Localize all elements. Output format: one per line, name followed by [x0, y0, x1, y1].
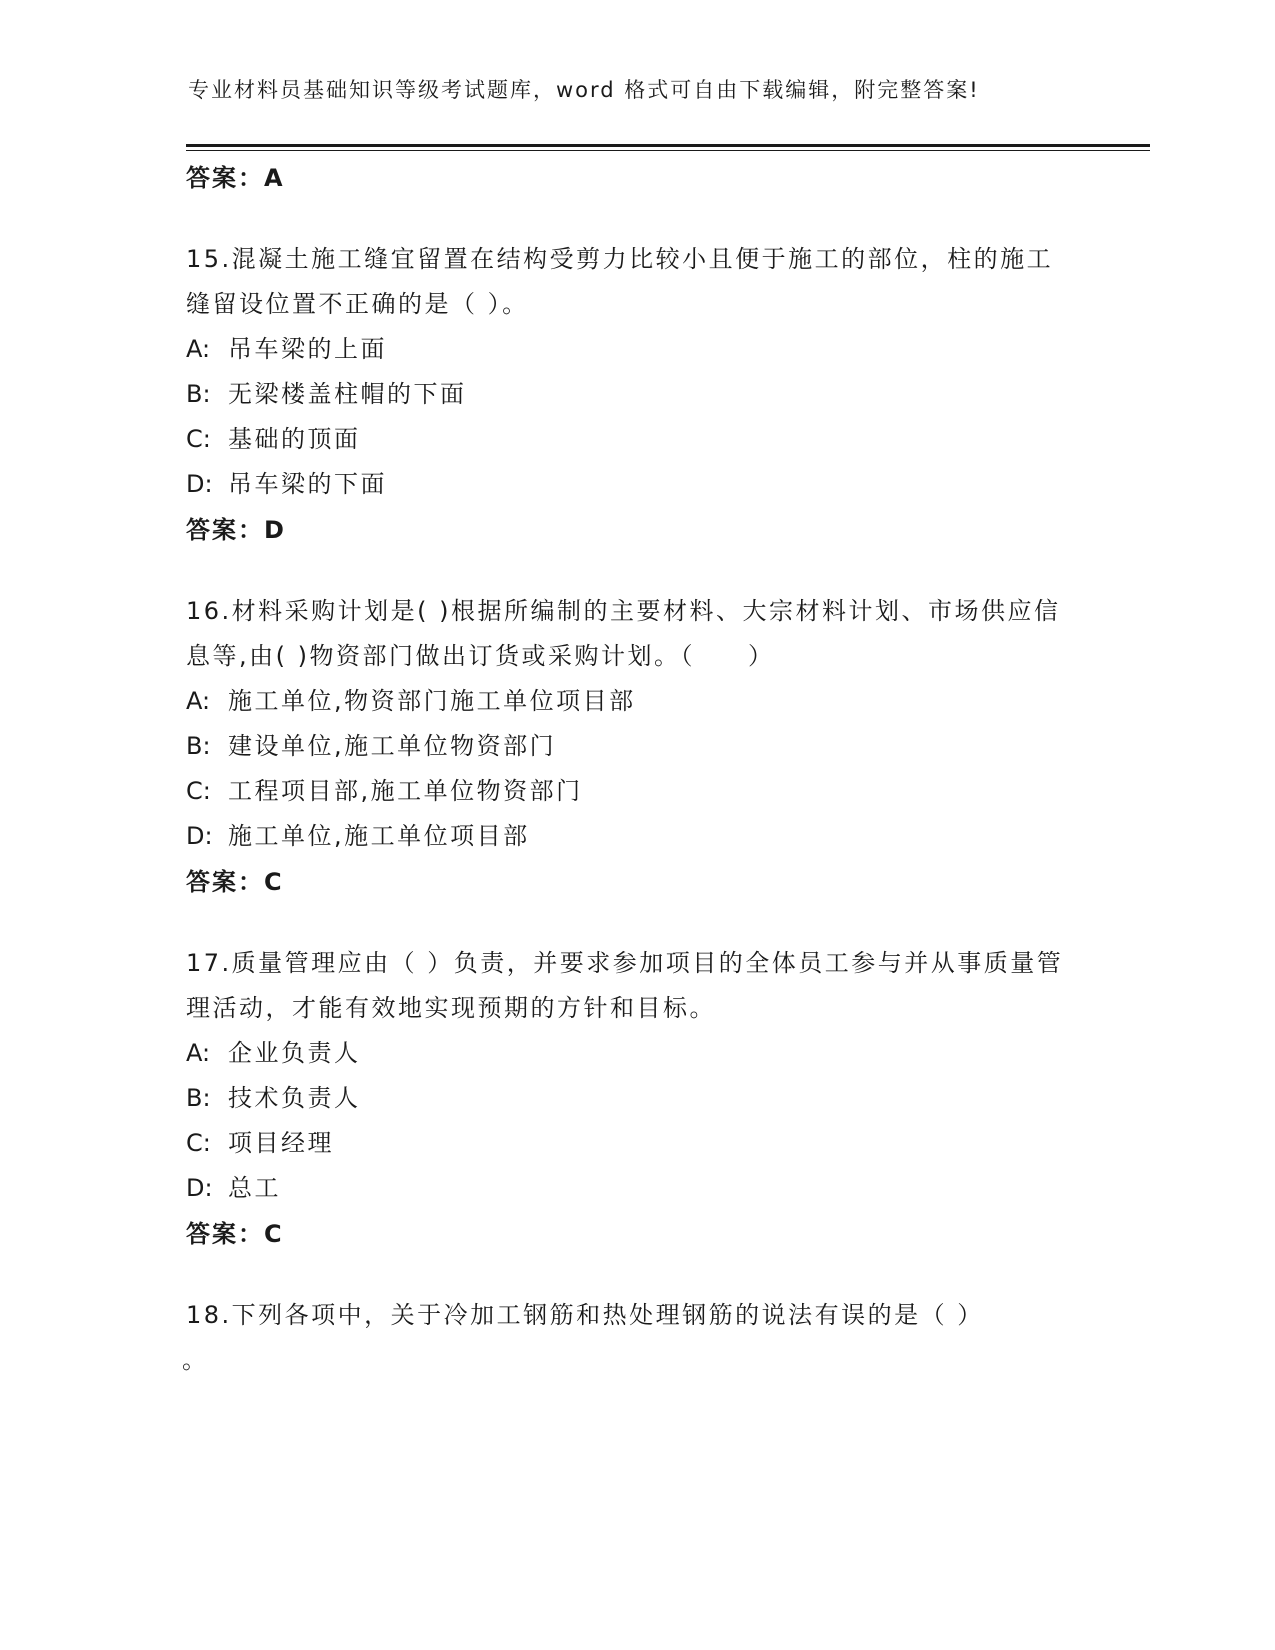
option-text: 施工单位,施工单位项目部	[228, 822, 530, 850]
question-18	[182, 1293, 1086, 1383]
option-a	[186, 679, 1086, 724]
option-text: 施工单位,物资部门施工单位项目部	[228, 687, 636, 715]
option-letter: B:	[186, 732, 211, 760]
question-16	[186, 589, 1086, 897]
option-text: 项目经理	[228, 1129, 334, 1157]
document-body	[182, 156, 1086, 1383]
option-c	[186, 1121, 1086, 1166]
option-letter: A:	[186, 687, 211, 715]
option-letter: D:	[186, 1174, 213, 1202]
option-c	[186, 417, 1086, 462]
question-text: 15.混凝土施工缝宜留置在结构受剪力比较小且便于施工的部位，柱的施工缝留设位置不正确的是（ ）。	[186, 245, 1054, 318]
answer-14: 答案：A	[186, 164, 285, 192]
question-15	[186, 237, 1086, 545]
option-text: 吊车梁的上面	[228, 335, 387, 363]
option-b	[186, 724, 1086, 769]
option-d	[186, 462, 1086, 507]
option-b	[186, 1076, 1086, 1121]
answer-16: 答案：C	[186, 868, 284, 896]
option-letter: A:	[186, 1039, 211, 1067]
header-rule-thick	[186, 144, 1150, 147]
option-letter: C:	[186, 777, 211, 805]
question-tail-mark: 。	[182, 1346, 206, 1374]
option-text: 企业负责人	[228, 1039, 361, 1067]
option-text: 工程项目部,施工单位物资部门	[228, 777, 583, 805]
option-text: 总工	[228, 1174, 281, 1202]
option-letter: D:	[186, 470, 213, 498]
option-letter: D:	[186, 822, 213, 850]
header-rule-thin	[186, 150, 1150, 151]
option-c	[186, 769, 1086, 814]
option-text: 基础的顶面	[228, 425, 361, 453]
question-text: 16.材料采购计划是( )根据所编制的主要材料、大宗材料计划、市场供应信息等,由( )物资部门做出订货或采购计划。（ ）	[186, 597, 1061, 670]
option-d	[186, 814, 1086, 859]
option-letter: C:	[186, 1129, 211, 1157]
question-17	[186, 941, 1086, 1249]
answer-15: 答案：D	[186, 516, 286, 544]
question-text: 18.下列各项中，关于冷加工钢筋和热处理钢筋的说法有误的是（ ）	[186, 1301, 984, 1329]
answer-17: 答案：C	[186, 1220, 284, 1248]
option-letter: A:	[186, 335, 211, 363]
option-d	[186, 1166, 1086, 1211]
page-header: 专业材料员基础知识等级考试题库，word 格式可自由下载编辑，附完整答案!	[188, 78, 980, 102]
option-letter: B:	[186, 1084, 211, 1112]
option-letter: B:	[186, 380, 211, 408]
option-text: 技术负责人	[228, 1084, 361, 1112]
option-text: 吊车梁的下面	[228, 470, 387, 498]
option-text: 无梁楼盖柱帽的下面	[228, 380, 467, 408]
option-text: 建设单位,施工单位物资部门	[228, 732, 557, 760]
option-a	[186, 327, 1086, 372]
option-a	[186, 1031, 1086, 1076]
option-letter: C:	[186, 425, 211, 453]
question-text: 17.质量管理应由（ ）负责，并要求参加项目的全体员工参与并从事质量管理活动，才能有效地实现预期的方针和目标。	[186, 949, 1064, 1022]
option-b	[186, 372, 1086, 417]
